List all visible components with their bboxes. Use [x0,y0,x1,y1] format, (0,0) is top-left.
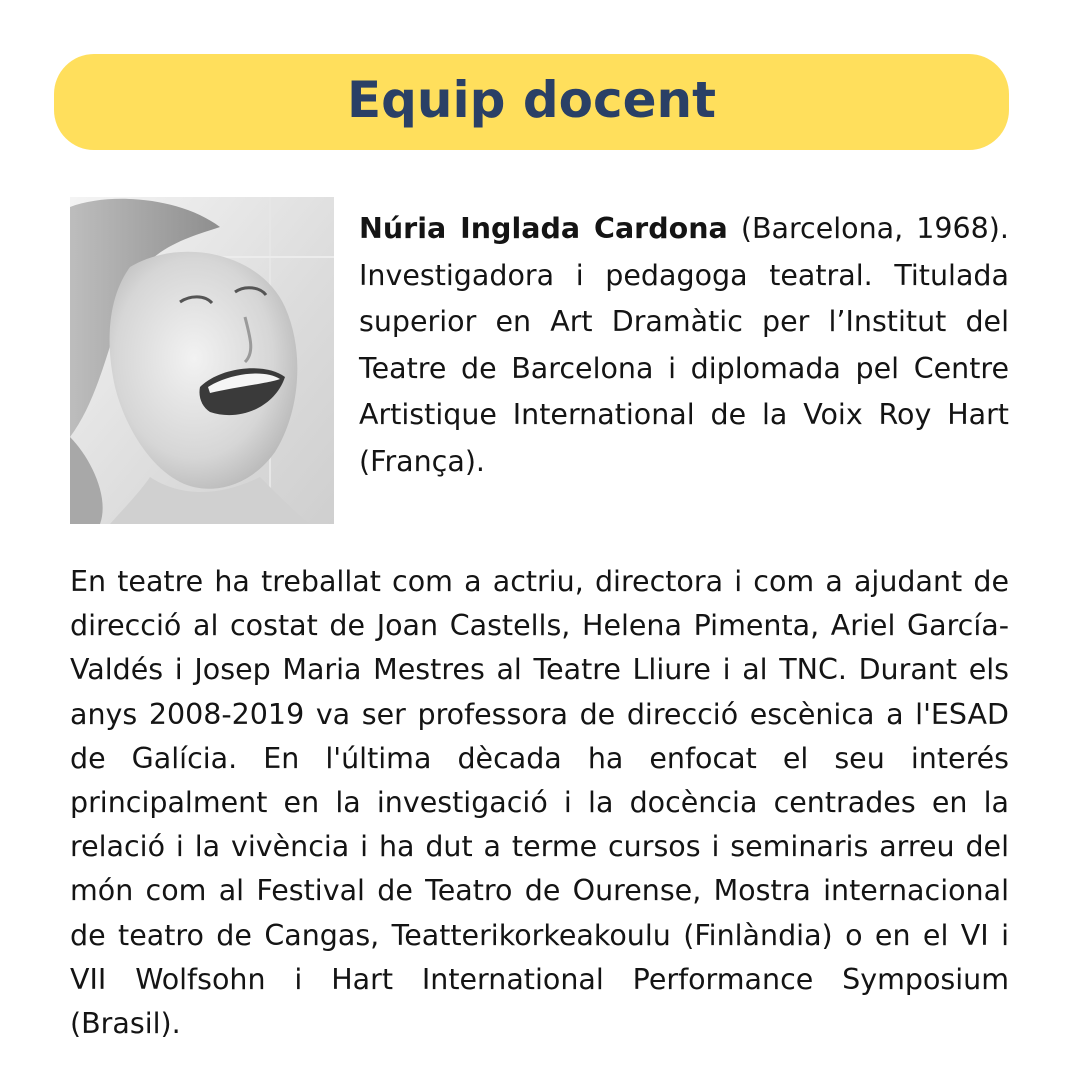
portrait-photo [70,197,334,524]
bio-intro [359,206,1009,485]
header-banner [54,54,1009,150]
bio-body: En teatre ha treballat com a actriu, directora i com a ajudant de direcció al costat de Joan Castells, Helena Pimenta, Ariel García-Valdés i Josep Maria Mestres al Teatre Lliure i al TNC. Durant els anys 2008-2019 va ser professora de direcció escènica a l'ESAD de Galícia. En l'última dècada ha enfocat el seu interés principalment en la investigació i la docència centrades en la relació i la vivència i ha dut a terme cursos i seminaris arreu del món com al Festival de Teatro de Ourense, Mostra internacional de teatro de Cangas, Teatterikorkeakoulu (Finlàndia) o en el VI i VII Wolfsohn i Hart International Performance Symposium (Brasil). [70,565,1009,1041]
portrait-photo-image [70,197,334,524]
teacher-name: Núria Inglada Cardona [359,212,728,245]
bio-intro-text: (Barcelona, 1968). Investigadora i pedagoga teatral. Titulada superior en Art Dramàtic per l’Institut del Teatre de Barcelona i diplomada pel Centre Artistique International de la Voix Roy Hart (França). [359,212,1009,478]
page-title: Equip docent [346,71,717,129]
